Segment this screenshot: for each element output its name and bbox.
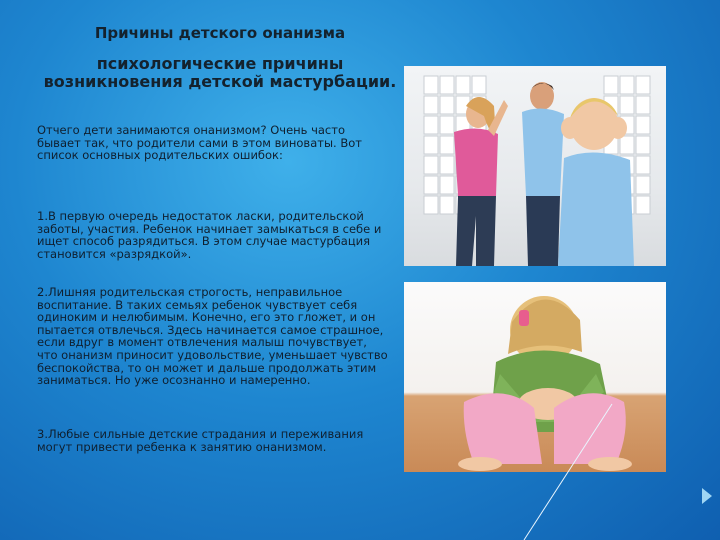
sad-child-illustration <box>404 282 666 472</box>
family-argument-photo <box>404 66 666 266</box>
sad-child-photo <box>404 282 666 472</box>
next-arrow-icon <box>702 488 712 504</box>
reason-1-paragraph: 1.В первую очередь недостаток ласки, родительской заботы, участия. Ребенок начинает замыкаться в себе и ищет способ разрядиться. В этом случае мастурбация становится «разрядкой». <box>37 209 382 261</box>
slide-subtitle: психологические причины возникновения детской мастурбации. <box>43 54 397 91</box>
intro-paragraph: Отчего дети занимаются онанизмом? Очень часто бывает так, что родители сами в этом виноваты. Вот список основных родительских ошибок: <box>37 123 362 163</box>
slide-title: Причины детского онанизма <box>94 24 346 42</box>
reason-3-paragraph: 3.Любые сильные детские страдания и переживания могут привести ребенка к занятию онанизмом. <box>37 427 364 454</box>
family-argument-illustration <box>404 66 666 266</box>
reason-2-paragraph: 2.Лишняя родительская строгость, неправильное воспитание. В таких семьях ребенок чувствует себя одиноким и нелюбимым. Конечно, его это гложет, и он пытается отвлечься. Здесь начинается самое страшное, если вдруг в момент отвлечения малыш почувствует, что онанизм приносит удовольствие, уменьшает чувство беспокойства, то он может и дальше продолжать этим заниматься. Но уже осознанно и намеренно. <box>37 285 388 388</box>
